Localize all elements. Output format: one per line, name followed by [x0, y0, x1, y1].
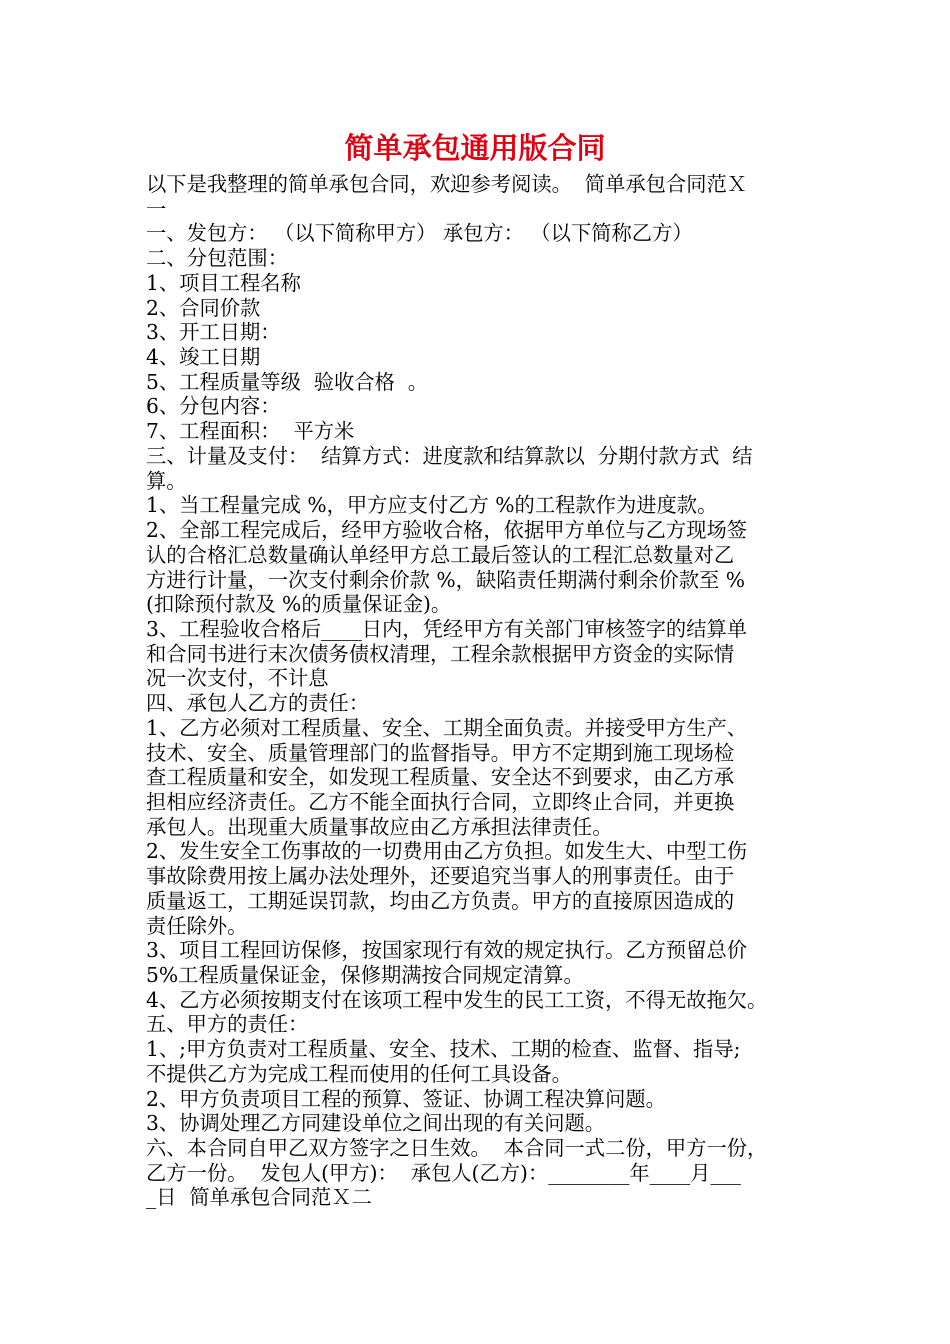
text-line: 不提供乙方为完成工程而使用的任何工具设备。 — [146, 1061, 572, 1086]
text-line: 质量返工，工期延误罚款，均由乙方负责。甲方的直接原因造成的 — [146, 888, 735, 913]
document-title: 简单承包通用版合同 — [344, 131, 606, 165]
text-line: 3、开工日期： — [146, 320, 281, 345]
text-line: 承包人。出现重大质量事故应由乙方承担法律责任。 — [146, 814, 613, 839]
text-line: 技术、安全、质量管理部门的监督指导。甲方不定期到施工现场检 — [146, 740, 735, 765]
text-line: 五、甲方的责任： — [146, 1012, 309, 1037]
text-line: 和合同书进行末次债务债权清理，工程余款根据甲方资金的实际情 — [146, 641, 735, 666]
text-line: 5、工程质量等级 验收合格 。 — [146, 369, 429, 394]
text-line: 乙方一份。 发包人(甲方)： 承包人(乙方)：________年____月___ — [146, 1160, 741, 1185]
text-line: 3、协调处理乙方同建设单位之间出现的有关问题。 — [146, 1111, 606, 1136]
document-body — [146, 172, 816, 1210]
text-line: 以下是我整理的简单承包合同，欢迎参考阅读。 简单承包合同范Ｘ — [146, 172, 748, 196]
text-line: 1、当工程量完成 %，甲方应支付乙方 %的工程款作为进度款。 — [146, 493, 718, 518]
text-line: 5%工程质量保证金，保修期满按合同规定清算。 — [146, 963, 584, 987]
text-line: 方进行计量，一次支付剩余价款 %，缺陷责任期满付剩余价款至 % — [146, 567, 746, 592]
text-line: 算。 — [146, 468, 187, 493]
text-line: 二、分包范围： — [146, 246, 288, 271]
text-line: 认的合格汇总数量确认单经甲方总工最后签认的工程汇总数量对乙 — [146, 542, 735, 567]
text-line: 1、项目工程名称 — [146, 270, 301, 295]
text-line: (扣除预付款及 %的质量保证金)。 — [146, 592, 452, 617]
text-line: 责任除外。 — [146, 913, 248, 938]
text-line: 4、竣工日期 — [146, 345, 261, 370]
text-line: 担相应经济责任。乙方不能全面执行合同，立即终止合同，并更换 — [146, 789, 735, 814]
text-line: 三、计量及支付： 结算方式：进度款和结算款以 分期付款方式 结 — [146, 443, 753, 468]
text-line: 2、合同价款 — [146, 295, 261, 320]
text-line: 2、发生安全工伤事故的一切费用由乙方负担。如发生大、中型工伤 — [146, 839, 748, 864]
text-line: 1、乙方必须对工程质量、安全、工期全面负责。并接受甲方生产、 — [146, 715, 748, 740]
text-line: 6、分包内容： — [146, 394, 281, 419]
text-line: 一 — [146, 196, 167, 221]
text-line: 2、甲方负责项目工程的预算、签证、协调工程决算问题。 — [146, 1086, 666, 1111]
text-line: 3、项目工程回访保修，按国家现行有效的规定执行。乙方预留总价 — [146, 938, 748, 963]
text-line: 四、承包人乙方的责任： — [146, 691, 370, 716]
text-line: 六、本合同自甲乙双方签字之日生效。 本合同一式二份，甲方一份， — [146, 1136, 768, 1161]
text-line: 7、工程面积： 平方米 — [146, 419, 355, 444]
text-line: 况一次支付，不计息 — [146, 666, 329, 691]
text-line: 1、;甲方负责对工程质量、安全、技术、工期的检查、监督、指导; — [146, 1037, 741, 1062]
text-line: _日 简单承包合同范Ｘ二 — [146, 1185, 372, 1210]
text-line: 4、乙方必须按期支付在该项工程中发生的民工工资，不得无故拖欠。 — [146, 987, 768, 1012]
text-line: 3、工程验收合格后____日内，凭经甲方有关部门审核签字的结算单 — [146, 616, 748, 641]
text-line: 查工程质量和安全，如发现工程质量、安全达不到要求，由乙方承 — [146, 765, 735, 790]
text-line: 事故除费用按上属办法处理外，还要追究当事人的刑事责任。由于 — [146, 864, 735, 889]
text-line: 一、发包方： （以下简称甲方） 承包方： （以下简称乙方） — [146, 221, 693, 246]
text-line: 2、全部工程完成后，经甲方验收合格，依据甲方单位与乙方现场签 — [146, 518, 748, 543]
